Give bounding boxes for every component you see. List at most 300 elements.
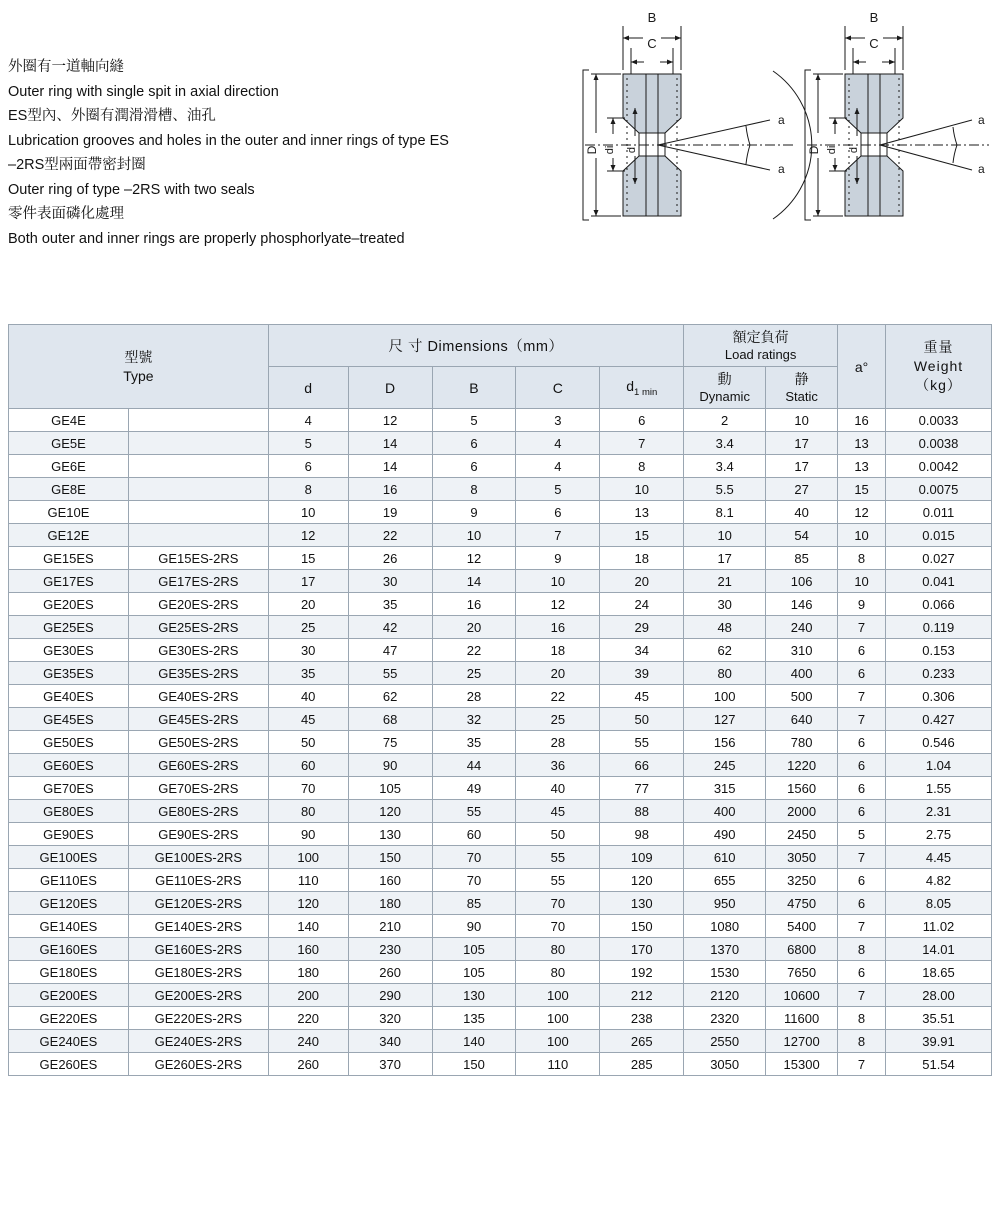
cell-weight: 8.05 (886, 892, 992, 915)
cell-C: 80 (516, 938, 600, 961)
cell-angle: 6 (838, 754, 886, 777)
table-row (9, 1030, 992, 1053)
table-row (9, 593, 992, 616)
cell-weight: 0.027 (886, 547, 992, 570)
cell-C: 5 (516, 478, 600, 501)
header-col-d1-letter: d (626, 377, 635, 394)
cell-d1min: 8 (600, 455, 684, 478)
cell-type-1: GE35ES (9, 662, 129, 685)
cell-type-1: GE50ES (9, 731, 129, 754)
cell-B: 150 (432, 1053, 516, 1076)
label-B-left: B (647, 10, 657, 25)
cell-dynamic: 62 (684, 639, 766, 662)
drawing-right (805, 10, 989, 220)
cell-C: 16 (516, 616, 600, 639)
cell-C: 70 (516, 892, 600, 915)
cell-B: 44 (432, 754, 516, 777)
cell-d: 110 (268, 869, 348, 892)
cell-angle: 7 (838, 616, 886, 639)
table-row (9, 547, 992, 570)
cell-angle: 8 (838, 547, 886, 570)
cell-dynamic: 48 (684, 616, 766, 639)
label-a-bottom-left: a (778, 162, 785, 176)
cell-d: 4 (268, 409, 348, 432)
cell-dynamic: 127 (684, 708, 766, 731)
cell-type-1: GE80ES (9, 800, 129, 823)
cell-type-1: GE10E (9, 501, 129, 524)
cell-static: 10600 (766, 984, 838, 1007)
cell-C: 12 (516, 593, 600, 616)
spec-table (8, 324, 992, 1076)
label-a-top-left: a (778, 113, 785, 127)
note-line: –2RS型兩面帶密封圈 (8, 157, 146, 173)
cell-C: 100 (516, 1007, 600, 1030)
cell-D: 19 (348, 501, 432, 524)
cell-B: 140 (432, 1030, 516, 1053)
cell-static: 10 (766, 409, 838, 432)
cell-dynamic: 950 (684, 892, 766, 915)
cell-type-2: GE70ES-2RS (128, 777, 268, 800)
spec-table-head (9, 325, 992, 409)
cell-static: 15300 (766, 1053, 838, 1076)
cell-d: 5 (268, 432, 348, 455)
table-row (9, 754, 992, 777)
cell-d1min: 265 (600, 1030, 684, 1053)
table-row (9, 685, 992, 708)
cell-weight: 0.119 (886, 616, 992, 639)
cell-type-1: GE4E (9, 409, 129, 432)
cell-type-2: GE45ES-2RS (128, 708, 268, 731)
cell-static: 3250 (766, 869, 838, 892)
table-row (9, 915, 992, 938)
cell-type-2 (128, 409, 268, 432)
cell-angle: 16 (838, 409, 886, 432)
cell-static: 500 (766, 685, 838, 708)
cell-dynamic: 21 (684, 570, 766, 593)
cell-static: 1220 (766, 754, 838, 777)
cell-C: 55 (516, 869, 600, 892)
cell-d: 90 (268, 823, 348, 846)
cell-angle: 6 (838, 800, 886, 823)
cell-static: 3050 (766, 846, 838, 869)
cell-C: 4 (516, 432, 600, 455)
cell-dynamic: 17 (684, 547, 766, 570)
cell-D: 26 (348, 547, 432, 570)
cell-D: 320 (348, 1007, 432, 1030)
cell-weight: 0.153 (886, 639, 992, 662)
cell-D: 68 (348, 708, 432, 731)
cell-D: 30 (348, 570, 432, 593)
cell-weight: 0.0042 (886, 455, 992, 478)
cell-d1min: 13 (600, 501, 684, 524)
cell-C: 100 (516, 984, 600, 1007)
cell-weight: 0.546 (886, 731, 992, 754)
cell-dynamic: 2 (684, 409, 766, 432)
cell-angle: 8 (838, 938, 886, 961)
cell-dynamic: 490 (684, 823, 766, 846)
cell-angle: 7 (838, 708, 886, 731)
header-col-d1-sub: 1 min (634, 386, 658, 398)
table-row (9, 823, 992, 846)
cell-D: 290 (348, 984, 432, 1007)
table-row (9, 455, 992, 478)
cell-dynamic: 2550 (684, 1030, 766, 1053)
cell-weight: 11.02 (886, 915, 992, 938)
cell-angle: 7 (838, 1053, 886, 1076)
cell-d1min: 120 (600, 869, 684, 892)
cell-B: 35 (432, 731, 516, 754)
header-dynamic-cn: 動 (717, 371, 732, 387)
cell-angle: 5 (838, 823, 886, 846)
cell-dynamic: 655 (684, 869, 766, 892)
cell-angle: 6 (838, 869, 886, 892)
cell-B: 32 (432, 708, 516, 731)
cell-static: 27 (766, 478, 838, 501)
cell-d1min: 34 (600, 639, 684, 662)
drawing-left (583, 10, 812, 220)
table-row (9, 478, 992, 501)
cell-weight: 35.51 (886, 1007, 992, 1030)
cell-angle: 10 (838, 570, 886, 593)
cell-type-2: GE180ES-2RS (128, 961, 268, 984)
cell-type-2 (128, 524, 268, 547)
cell-static: 12700 (766, 1030, 838, 1053)
cell-dynamic: 1080 (684, 915, 766, 938)
header-dimensions: 尺 寸 Dimensions（mm） (268, 325, 683, 367)
cell-B: 85 (432, 892, 516, 915)
table-row (9, 616, 992, 639)
cell-d1min: 130 (600, 892, 684, 915)
header-type (9, 325, 269, 409)
cell-angle: 6 (838, 639, 886, 662)
cell-d: 260 (268, 1053, 348, 1076)
bearing-drawings (545, 8, 995, 290)
cell-type-1: GE60ES (9, 754, 129, 777)
cell-D: 210 (348, 915, 432, 938)
label-C-left: C (647, 36, 657, 51)
table-row (9, 984, 992, 1007)
header-static-en: Static (785, 389, 818, 404)
cell-d: 140 (268, 915, 348, 938)
cell-d: 70 (268, 777, 348, 800)
cell-d1min: 170 (600, 938, 684, 961)
cell-C: 28 (516, 731, 600, 754)
cell-type-2: GE220ES-2RS (128, 1007, 268, 1030)
cell-type-2 (128, 432, 268, 455)
cell-type-2: GE60ES-2RS (128, 754, 268, 777)
cell-d: 60 (268, 754, 348, 777)
cell-C: 110 (516, 1053, 600, 1076)
cell-d1min: 20 (600, 570, 684, 593)
cell-d: 20 (268, 593, 348, 616)
cell-angle: 13 (838, 432, 886, 455)
cell-D: 130 (348, 823, 432, 846)
cell-type-2 (128, 478, 268, 501)
table-row (9, 432, 992, 455)
cell-type-1: GE180ES (9, 961, 129, 984)
header-load-ratings (684, 325, 838, 367)
cell-type-1: GE6E (9, 455, 129, 478)
cell-type-2: GE90ES-2RS (128, 823, 268, 846)
cell-C: 50 (516, 823, 600, 846)
cell-D: 75 (348, 731, 432, 754)
table-row (9, 1053, 992, 1076)
cell-weight: 28.00 (886, 984, 992, 1007)
cell-angle: 7 (838, 846, 886, 869)
cell-d1min: 39 (600, 662, 684, 685)
cell-weight: 0.0038 (886, 432, 992, 455)
cell-C: 25 (516, 708, 600, 731)
cell-weight: 1.55 (886, 777, 992, 800)
cell-weight: 14.01 (886, 938, 992, 961)
cell-D: 230 (348, 938, 432, 961)
cell-B: 16 (432, 593, 516, 616)
cell-type-1: GE45ES (9, 708, 129, 731)
header-col-D: D (348, 367, 432, 409)
notes-block (8, 55, 548, 251)
cell-D: 340 (348, 1030, 432, 1053)
cell-d1min: 109 (600, 846, 684, 869)
cell-weight: 18.65 (886, 961, 992, 984)
header-dynamic-en: Dynamic (699, 389, 750, 404)
cell-static: 17 (766, 432, 838, 455)
cell-type-2: GE17ES-2RS (128, 570, 268, 593)
cell-weight: 0.233 (886, 662, 992, 685)
label-a-top-right: a (978, 113, 985, 127)
cell-C: 9 (516, 547, 600, 570)
cell-dynamic: 30 (684, 593, 766, 616)
cell-B: 105 (432, 938, 516, 961)
cell-weight: 0.015 (886, 524, 992, 547)
cell-weight: 2.75 (886, 823, 992, 846)
cell-type-1: GE30ES (9, 639, 129, 662)
header-angle: a° (838, 325, 886, 409)
cell-type-2: GE80ES-2RS (128, 800, 268, 823)
cell-C: 45 (516, 800, 600, 823)
header-col-static (766, 367, 838, 409)
cell-B: 6 (432, 455, 516, 478)
label-D-right: D (807, 145, 821, 155)
header-load-cn: 額定負荷 (732, 329, 789, 345)
cell-static: 7650 (766, 961, 838, 984)
cell-D: 370 (348, 1053, 432, 1076)
cell-d1min: 285 (600, 1053, 684, 1076)
cell-d: 240 (268, 1030, 348, 1053)
cell-angle: 8 (838, 1007, 886, 1030)
cell-type-2: GE200ES-2RS (128, 984, 268, 1007)
cell-static: 310 (766, 639, 838, 662)
cell-type-2: GE100ES-2RS (128, 846, 268, 869)
cell-d1min: 98 (600, 823, 684, 846)
cell-type-1: GE120ES (9, 892, 129, 915)
cell-B: 25 (432, 662, 516, 685)
cell-static: 400 (766, 662, 838, 685)
cell-weight: 0.427 (886, 708, 992, 731)
header-load-en: Load ratings (724, 347, 797, 362)
spec-table-wrapper (8, 324, 992, 1076)
cell-angle: 6 (838, 777, 886, 800)
cell-d1min: 29 (600, 616, 684, 639)
cell-D: 12 (348, 409, 432, 432)
header-col-C: C (516, 367, 600, 409)
cell-static: 5400 (766, 915, 838, 938)
cell-D: 180 (348, 892, 432, 915)
cell-d1min: 150 (600, 915, 684, 938)
cell-type-1: GE200ES (9, 984, 129, 1007)
cell-d1min: 6 (600, 409, 684, 432)
cell-weight: 0.0075 (886, 478, 992, 501)
cell-angle: 6 (838, 961, 886, 984)
cell-type-2: GE25ES-2RS (128, 616, 268, 639)
header-type-en: Type (123, 367, 154, 384)
cell-d: 8 (268, 478, 348, 501)
cell-d1min: 24 (600, 593, 684, 616)
label-di-left: di (604, 145, 616, 155)
cell-type-1: GE25ES (9, 616, 129, 639)
cell-d: 160 (268, 938, 348, 961)
table-row (9, 662, 992, 685)
cell-static: 780 (766, 731, 838, 754)
label-B-right: B (869, 10, 879, 25)
cell-d1min: 18 (600, 547, 684, 570)
cell-type-1: GE70ES (9, 777, 129, 800)
cell-C: 6 (516, 501, 600, 524)
cell-d: 15 (268, 547, 348, 570)
cell-static: 640 (766, 708, 838, 731)
cell-dynamic: 10 (684, 524, 766, 547)
cell-B: 22 (432, 639, 516, 662)
label-d-right: d (848, 146, 860, 154)
header-col-d1min (600, 367, 684, 409)
cell-dynamic: 610 (684, 846, 766, 869)
cell-d: 100 (268, 846, 348, 869)
cell-angle: 9 (838, 593, 886, 616)
table-row (9, 961, 992, 984)
cell-d: 220 (268, 1007, 348, 1030)
cell-C: 22 (516, 685, 600, 708)
cell-type-2: GE140ES-2RS (128, 915, 268, 938)
cell-C: 36 (516, 754, 600, 777)
table-row (9, 639, 992, 662)
cell-D: 150 (348, 846, 432, 869)
table-row (9, 1007, 992, 1030)
cell-dynamic: 400 (684, 800, 766, 823)
table-row (9, 800, 992, 823)
note-line: Outer ring with single spit in axial direction (8, 83, 279, 100)
note-line: 零件表面磷化處理 (8, 206, 124, 222)
cell-angle: 7 (838, 915, 886, 938)
cell-weight: 51.54 (886, 1053, 992, 1076)
cell-dynamic: 100 (684, 685, 766, 708)
cell-dynamic: 3.4 (684, 432, 766, 455)
table-row (9, 501, 992, 524)
table-row (9, 731, 992, 754)
table-row (9, 869, 992, 892)
header-col-d: d (268, 367, 348, 409)
header-weight-cn: 重量 (923, 339, 954, 355)
cell-d1min: 192 (600, 961, 684, 984)
cell-B: 55 (432, 800, 516, 823)
cell-D: 55 (348, 662, 432, 685)
cell-dynamic: 1370 (684, 938, 766, 961)
cell-C: 70 (516, 915, 600, 938)
cell-dynamic: 2320 (684, 1007, 766, 1030)
cell-static: 2000 (766, 800, 838, 823)
cell-dynamic: 3.4 (684, 455, 766, 478)
cell-d: 180 (268, 961, 348, 984)
cell-type-2: GE35ES-2RS (128, 662, 268, 685)
table-row (9, 524, 992, 547)
cell-C: 10 (516, 570, 600, 593)
cell-weight: 0.306 (886, 685, 992, 708)
cell-angle: 15 (838, 478, 886, 501)
table-row (9, 708, 992, 731)
cell-D: 14 (348, 432, 432, 455)
header-static-cn: 静 (794, 371, 809, 387)
note-line: Both outer and inner rings are properly phosphorlyate–treated (8, 230, 405, 247)
table-row (9, 409, 992, 432)
cell-dynamic: 3050 (684, 1053, 766, 1076)
cell-D: 47 (348, 639, 432, 662)
cell-static: 85 (766, 547, 838, 570)
cell-angle: 8 (838, 1030, 886, 1053)
cell-type-1: GE17ES (9, 570, 129, 593)
cell-type-1: GE20ES (9, 593, 129, 616)
cell-weight: 0.041 (886, 570, 992, 593)
cell-C: 7 (516, 524, 600, 547)
cell-angle: 10 (838, 524, 886, 547)
cell-dynamic: 5.5 (684, 478, 766, 501)
cell-static: 2450 (766, 823, 838, 846)
cell-static: 6800 (766, 938, 838, 961)
cell-type-2: GE20ES-2RS (128, 593, 268, 616)
cell-angle: 7 (838, 685, 886, 708)
cell-angle: 12 (838, 501, 886, 524)
cell-angle: 13 (838, 455, 886, 478)
cell-type-1: GE100ES (9, 846, 129, 869)
label-di-right: di (826, 145, 838, 155)
spec-table-body (9, 409, 992, 1076)
table-row (9, 892, 992, 915)
cell-B: 5 (432, 409, 516, 432)
cell-type-1: GE260ES (9, 1053, 129, 1076)
cell-dynamic: 1530 (684, 961, 766, 984)
cell-B: 130 (432, 984, 516, 1007)
cell-B: 28 (432, 685, 516, 708)
cell-B: 70 (432, 869, 516, 892)
cell-dynamic: 80 (684, 662, 766, 685)
cell-d: 35 (268, 662, 348, 685)
table-row (9, 570, 992, 593)
cell-type-2: GE15ES-2RS (128, 547, 268, 570)
cell-d: 50 (268, 731, 348, 754)
cell-C: 3 (516, 409, 600, 432)
cell-dynamic: 315 (684, 777, 766, 800)
cell-static: 54 (766, 524, 838, 547)
cell-D: 62 (348, 685, 432, 708)
label-C-right: C (869, 36, 879, 51)
cell-d: 120 (268, 892, 348, 915)
label-D-left: D (585, 145, 599, 155)
cell-angle: 6 (838, 892, 886, 915)
cell-static: 106 (766, 570, 838, 593)
cell-d1min: 15 (600, 524, 684, 547)
header-col-B: B (432, 367, 516, 409)
header-weight-unit: （kg） (915, 377, 962, 393)
note-line: ES型內、外圈有潤滑滑槽、油孔 (8, 108, 216, 124)
cell-d1min: 88 (600, 800, 684, 823)
cell-B: 9 (432, 501, 516, 524)
